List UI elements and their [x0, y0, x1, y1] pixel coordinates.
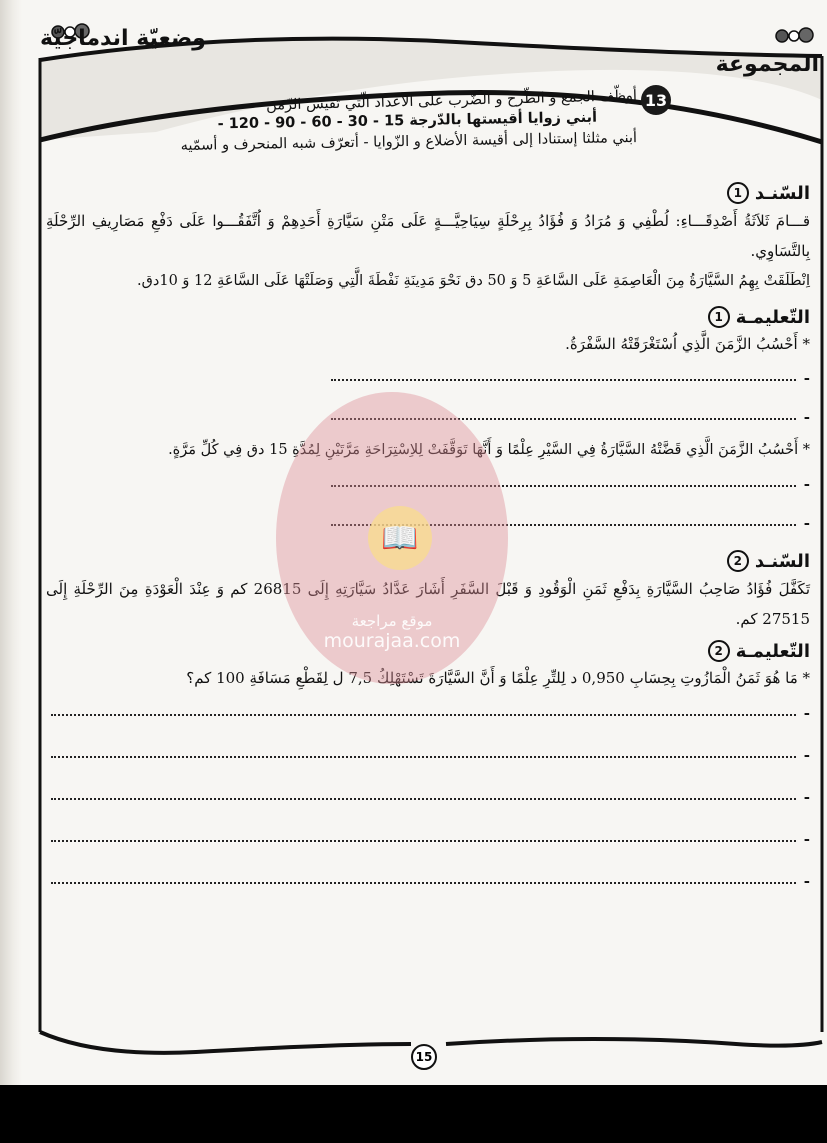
support-1-label: السّنـد	[754, 182, 810, 204]
support-1-number: 1	[727, 182, 749, 204]
instruction-2-number: 2	[708, 640, 730, 662]
support-1-paragraph-2: اِنْطَلَقَتْ بِهِمُ السَّيَّارَةُ مِنَ الْعَاصِمَةِ عَلَى السَّاعَةِ 5 وَ 50 دق نَحْوَ مَدِينَةِ نَفْطَةَ الَّتِي وَصَلَتْهَا عَلَى السَّاعَةِ 12 وَ 10دق.	[137, 273, 810, 289]
dotted-answer-field[interactable]	[51, 714, 796, 716]
instruction-1-question-1: * أَحْسُبُ الزَّمَنَ الَّذِي اُسْتَغْرَقَتْهُ السَّفْرَةُ.	[565, 335, 810, 353]
dotted-answer-field[interactable]	[51, 840, 796, 842]
watermark-arabic: موقع مراجعة	[351, 612, 433, 630]
answer-dash: -	[803, 513, 810, 532]
answer-line[interactable]	[46, 692, 810, 734]
support-1-heading	[46, 180, 810, 206]
title-integration-situation: وضعيّة اندماجيّة	[40, 26, 206, 51]
dotted-answer-field[interactable]	[331, 418, 796, 420]
instruction-1-question-2: * أَحْسُبُ الزَّمَنَ الَّذِي قَضَّتْهُ السَّيَّارَةُ فِي السَّيْرِ عِلْمًا وَ أَنَّهَا تَوَقَّفَتْ لِلاِسْتِرَاحَةِ مَرَّتَيْنِ لِمُدَّةِ 15 دق فِي كُلِّ مَرَّةٍ.	[168, 442, 810, 458]
support-1-paragraph-1: قـــامَ ثَلاَثَةُ أَصْدِقَـــاءِ: لُطْفِي وَ مُرَادُ وَ فُؤَادُ بِرِحْلَةٍ سِيَاحِيَّـــةٍ عَلَى مَتْنِ سَيَّارَةِ أَحَدِهِمْ وَ اُتَّفَقُـــوا عَلَى دَفْعِ مَصَارِيفِ الرِّحْلَةِ بِالتَّسَاوِي.	[46, 212, 810, 260]
instruction-2-question-1: * مَا هُوَ ثَمَنُ الْمَازُوتِ بِحِسَابِ 0,950 د لِلتِّرِ عِلْمًا وَ أَنَّ السَّيَّارَةَ تَسْتَهْلِكُ 7,5 ل لِقَطْعِ مَسَافَةِ 100 كم؟	[186, 669, 810, 687]
objective-3: أبني مثلثا إستنادا إلى أقيسة الأضلاع و الزّوايا - أتعرّف شبه المنحرف و أسمّيه	[180, 130, 638, 154]
group-number-badge: 13	[641, 85, 671, 115]
instruction-1-label: التّعليمـة	[735, 306, 810, 328]
dotted-answer-field[interactable]	[51, 882, 796, 884]
dotted-answer-field[interactable]	[51, 756, 796, 758]
answer-line[interactable]	[46, 818, 810, 860]
answer-dash: -	[803, 474, 810, 493]
objective-1: أوظّف الجمع و الطّرح و الضّرب على الأعداد الّتي تقيس الزّمن -	[256, 88, 638, 114]
support-2-label: السّنـد	[754, 550, 810, 572]
answer-line[interactable]	[46, 464, 810, 503]
answer-line[interactable]	[46, 503, 810, 542]
support-2-number: 2	[727, 550, 749, 572]
learning-objectives	[17, 86, 638, 154]
support-2-heading	[46, 548, 810, 574]
answer-dash: -	[803, 704, 810, 722]
dotted-answer-field[interactable]	[331, 485, 796, 487]
answer-line[interactable]	[46, 397, 810, 436]
objective-2: أبني زوايا أقيستها بالدّرجة 15 - 30 - 60 - 90 - 120 -	[217, 109, 598, 133]
dotted-answer-field[interactable]	[51, 798, 796, 800]
answer-dash: -	[803, 872, 810, 890]
answer-line[interactable]	[46, 860, 810, 902]
support-2-paragraph: تَكَفَّلَ فُؤَادُ صَاحِبُ السَّيَّارَةِ بِدَفْعِ ثَمَنِ الْوَقُودِ وَ قَبْلَ السَّفَرِ أَشَارَ عَدَّادُ سَيَّارَتِهِ إِلَى 26815 كم وَ عِنْدَ الْعَوْدَةِ مِنَ الرِّحْلَةِ إِلَى 27515 كم.	[46, 580, 811, 628]
instruction-2-label: التّعليمـة	[735, 640, 810, 662]
answer-line[interactable]	[46, 776, 810, 818]
open-book-icon: 📖	[368, 506, 432, 570]
answer-dash: -	[803, 788, 810, 806]
answer-dash: -	[803, 368, 810, 387]
answer-line[interactable]	[46, 734, 810, 776]
dotted-answer-field[interactable]	[331, 524, 796, 526]
answer-line[interactable]	[46, 358, 810, 397]
watermark-latin: mourajaa.com	[323, 630, 461, 652]
answer-dash: -	[803, 830, 810, 848]
worksheet-content	[46, 180, 810, 902]
dotted-answer-field[interactable]	[331, 379, 796, 381]
instruction-1-heading	[46, 304, 810, 330]
page-binding-edge	[0, 0, 22, 1085]
instruction-2-heading	[46, 638, 810, 664]
answer-dash: -	[803, 407, 810, 426]
answer-dash: -	[803, 746, 810, 764]
title-group: المجموعة	[715, 52, 819, 77]
instruction-1-number: 1	[708, 306, 730, 328]
page-number: 15	[411, 1044, 437, 1070]
